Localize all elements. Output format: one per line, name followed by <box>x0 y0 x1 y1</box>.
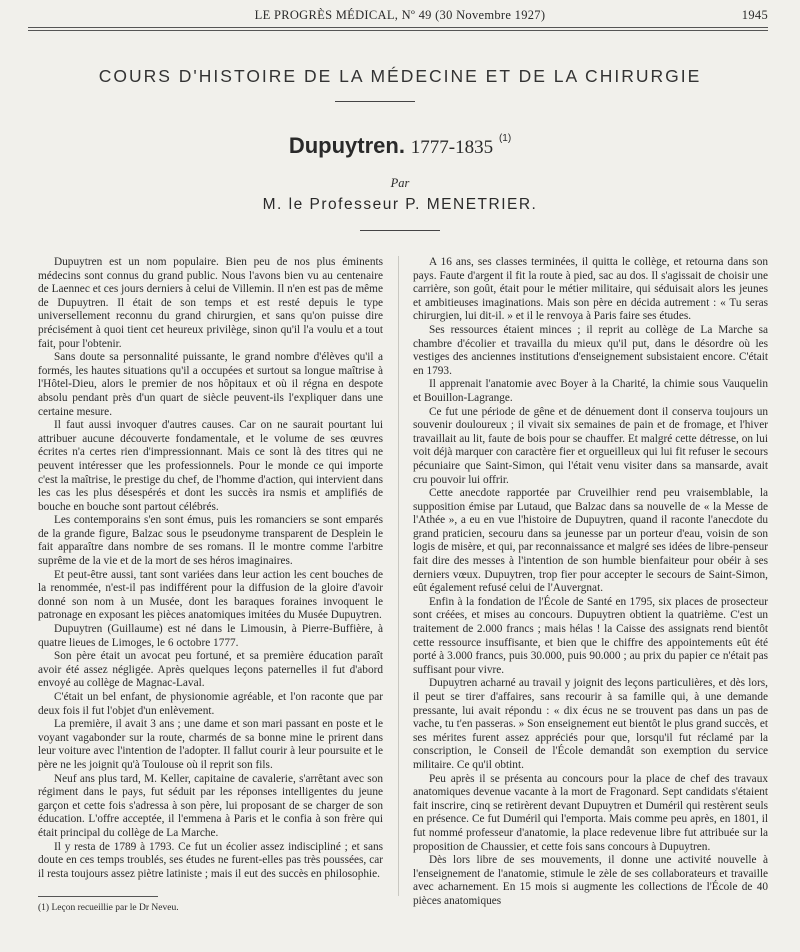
paragraph: Dupuytren est un nom populaire. Bien peu de nos plus éminents médecins sont connus du grand public. Nous l'avons bien vu au centenaire de Laennec et ces jours derniers à celui de Villemin. Il n'en est pas de même de Dupuytren. Il était de son temps et est resté depuis le type universellement reconnu du grand chirurgien, et sans qu'on puisse dire précisément à quoi tient cet heureux privilège, sinon qu'il l'a voulu et a tout fait, pour l'obtenir. <box>38 256 383 350</box>
paragraph: Neuf ans plus tard, M. Keller, capitaine de cavalerie, s'arrêtant avec son régiment dans le pays, fut séduit par les réponses intelligentes du jeune garçon et cette fois s'adressa à son père, lui proposant de se charger de son éducation. L'offre acceptée, il l'emmena à Paris et le confia à son frère qui était principal du collège de La Marche. <box>38 772 383 839</box>
paragraph: Ses ressources étaient minces ; il reprit au collège de La Marche sa chambre d'écolier et travailla du mieux qu'il put, dans le désordre où les vestiges des anciennes institutions d'enseignement subsistaient encore. C'était en 1793. <box>413 323 768 377</box>
running-header <box>0 4 800 26</box>
author-line: M. le Professeur P. MENETRIER. <box>262 196 538 213</box>
footnote-marker: (1) <box>498 133 512 144</box>
paragraph: Cette anecdote rapportée par Cruveilhier rend peu vraisemblable, la supposition émise par Lutaud, que Balzac dans sa nouvelle de « la Messe de l'Athée », a eu en vue l'histoire de Dupuytren, quand il raconte l'anecdote du grand praticien, secouru dans sa jeunesse par un porteur d'eau, voisin de son logis de misère, et qui, par reconnaissance et malgré ses idées de libre-penseur fait dire des messes à l'intention de son humble bienfaiteur pour obéir à ses derniers vœux. Dupuytren, trop fier pour accepter le secours de Saint-Simon, eût également refusé celui de l'Auvergnat. <box>413 487 768 595</box>
paragraph: Ce fut une période de gêne et de dénuement dont il conserva toujours un souvenir douloureux ; il vivait six semaines de pain et de fromage, et l'hiver travaillait au lit, faute de bois pour se chauffer. Et malgré cette détresse, on lui voit déjà marquer con caractère fier et orgueilleux qui lui fit refuser le secours pécuniaire que Saint-Simon, qui l'était venu visiter dans sa mansarde, avait cru pouvoir lui offrir. <box>413 405 768 486</box>
footnote-rule <box>38 896 158 897</box>
article-title <box>0 133 800 159</box>
header-rule-double <box>28 30 768 31</box>
author-rule <box>360 230 440 231</box>
paragraph: C'était un bel enfant, de physionomie agréable, et l'on raconte que par deux fois il fut l'objet d'un enlèvement. <box>38 691 383 717</box>
paragraph: Son père était un avocat peu fortuné, et sa première éducation paraît avoir été assez négligée. Après quelques leçons paternelles il fut d'abord envoyé au collège de Magnac-Laval. <box>38 650 383 690</box>
paragraph: Et peut-être aussi, tant sont variées dans leur action les cent bouches de la renommée, n'est-il pas indifférent pour la diffusion de la gloire d'avoir donné son nom à un Musée, dont les baraques foraines invoquent le patronage en exposant les pièces anatomiques imitées du Musée Dupuytren. <box>38 568 383 622</box>
paragraph: Les contemporains s'en sont émus, puis les romanciers se sont emparés de la grande figure, Balzac sous le pseudonyme transparent de Desplein le fait apparaître dans nombre de ses romans. Il le montre comme l'arbitre suprême de la vie et de la mort de ses héros imaginaires. <box>38 514 383 568</box>
paragraph: Peu après il se présenta au concours pour la place de chef des travaux anatomiques devenue vacante à la mort de Fragonard. Sept candidats s'étaient fait inscrire, cinq se retirèrent devant Dupuytren et Duméril qui restèrent seuls en présence. Ce fut Duméril qui l'emporta. Mais comme peu après, en 1801, il fut nommé professeur d'anatomie, la place redevenue libre fut attribuée sur la proposition de Chaussier, et cette fois sans concours à Dupuytren. <box>413 772 768 853</box>
paragraph: La première, il avait 3 ans ; une dame et son mari passant en poste et le voyant vagabonder sur la route, charmés de sa bonne mine le prirent dans leur voiture avec l'intention de l'adopter. Il fallut courir à leur poursuite et le père ne les joignit qu'à Toulouse où il reprit son fils. <box>38 718 383 771</box>
article-name: Dupuytren. <box>288 133 405 158</box>
footnote: (1) Leçon recueillie par le Dr Neveu. <box>38 903 179 913</box>
section-rule <box>335 101 415 102</box>
paragraph: Sans doute sa personnalité puissante, le grand nombre d'élèves qu'il a formés, les hautes situations qu'il a occupées et surtout sa longue maîtrise à l'Hôtel-Dieu, alors le premier de nos hôpitaux et où il régna en despote absolu pendant près d'un quart de siècle peuvent-ils l'expliquer dans une certaine mesure. <box>38 351 383 418</box>
article-dates: 1777-1835 <box>410 137 494 158</box>
page-number: 1945 <box>741 8 768 22</box>
paragraph: A 16 ans, ses classes terminées, il quitta le collège, et retourna dans son pays. Faute d'argent il fit la route à pied, sac au dos. Il s'agissait de choisir une carrière, son goût, était pour le métier militaire, qui séduisait alors les jeunes et ambitieuses imaginations. Mais son père en décida autrement : « Tu seras chirurgien, lui dit-il. » et il le renvoya à Paris faire ses études. <box>413 256 768 323</box>
paragraph: Dupuytren acharné au travail y joignit des leçons particulières, et dès lors, il peut se tirer d'affaires, sans recourir à sa famille qui, à une demande pressante, lui avait répondu : « dix écus ne se trouvent pas dans un pas de vache, tu t'en passeras. » Son enseignement eut bientôt le plus grand succès, et ses mérites furent assez appréciés pour que, lorsqu'il fut réclamé par la conscription, le Conseil de l'École demandât son exemption du service militaire. Ce qu'il obtint. <box>413 677 768 771</box>
paragraph: Dès lors libre de ses mouvements, il donne une activité nouvelle à l'enseignement de l'anatomie, stimule le zèle de ses collaborateurs et travaille avec acharnement. En 15 mois si augmente les collections de l'École de 40 pièces anatomiques <box>413 854 768 907</box>
paragraph: Enfin à la fondation de l'École de Santé en 1795, six places de prosecteur sont créées, et mises au concours. Dupuytren obtient la quatrième. C'est un traitement de 2.000 francs ; mais hélas ! la Caisse des assignats rend bientôt cette ressource insuffisante, et bien que le chiffre des appointements eût été porté à 3.000 francs, puis 30.000, puis 90.000 ; au prix du papier ce n'était pas suffisant pour vivre. <box>413 595 768 676</box>
left-column <box>38 256 383 881</box>
paragraph: Il apprenait l'anatomie avec Boyer à la Charité, la chimie sous Vauquelin et Bouillon-Lagrange. <box>413 378 768 404</box>
paragraph: Il faut aussi invoquer d'autres causes. Car on ne saurait pourtant lui attribuer aucune découverte fondamentale, et le volume de ses œuvres écrites n'a certes rien d'impressionnant. Mais ce sont là des titres qui ne peuvent intéresser que les professionnels. Pour le monde ce qui importe c'est la maîtrise, le prestige du chef, de l'homme d'action, qui intervient dans les cas les plus désespérés et dont les succès ira nsmis et amplifiés de bouche en bouche sont partout célébrés. <box>38 419 383 513</box>
paragraph: Il y resta de 1789 à 1793. Ce fut un écolier assez indiscipliné ; et sans doute en ces temps troublés, ses études ne furent-elles pas très poussées, car il resta toujours assez piètre latiniste ; mais il eut des succès en philosophie. <box>38 840 383 880</box>
section-title: COURS D'HISTOIRE DE LA MÉDECINE ET DE LA CHIRURGIE <box>98 66 702 86</box>
journal-title: LE PROGRÈS MÉDICAL, Nº 49 (30 Novembre 1927) <box>254 8 546 22</box>
paragraph: Dupuytren (Guillaume) est né dans le Limousin, à Pierre-Buffière, à quatre lieues de Limoges, le 6 octobre 1777. <box>38 623 383 649</box>
column-divider <box>398 256 399 896</box>
right-column <box>413 256 768 909</box>
header-rule <box>28 27 768 28</box>
byline-par: Par <box>390 176 410 190</box>
